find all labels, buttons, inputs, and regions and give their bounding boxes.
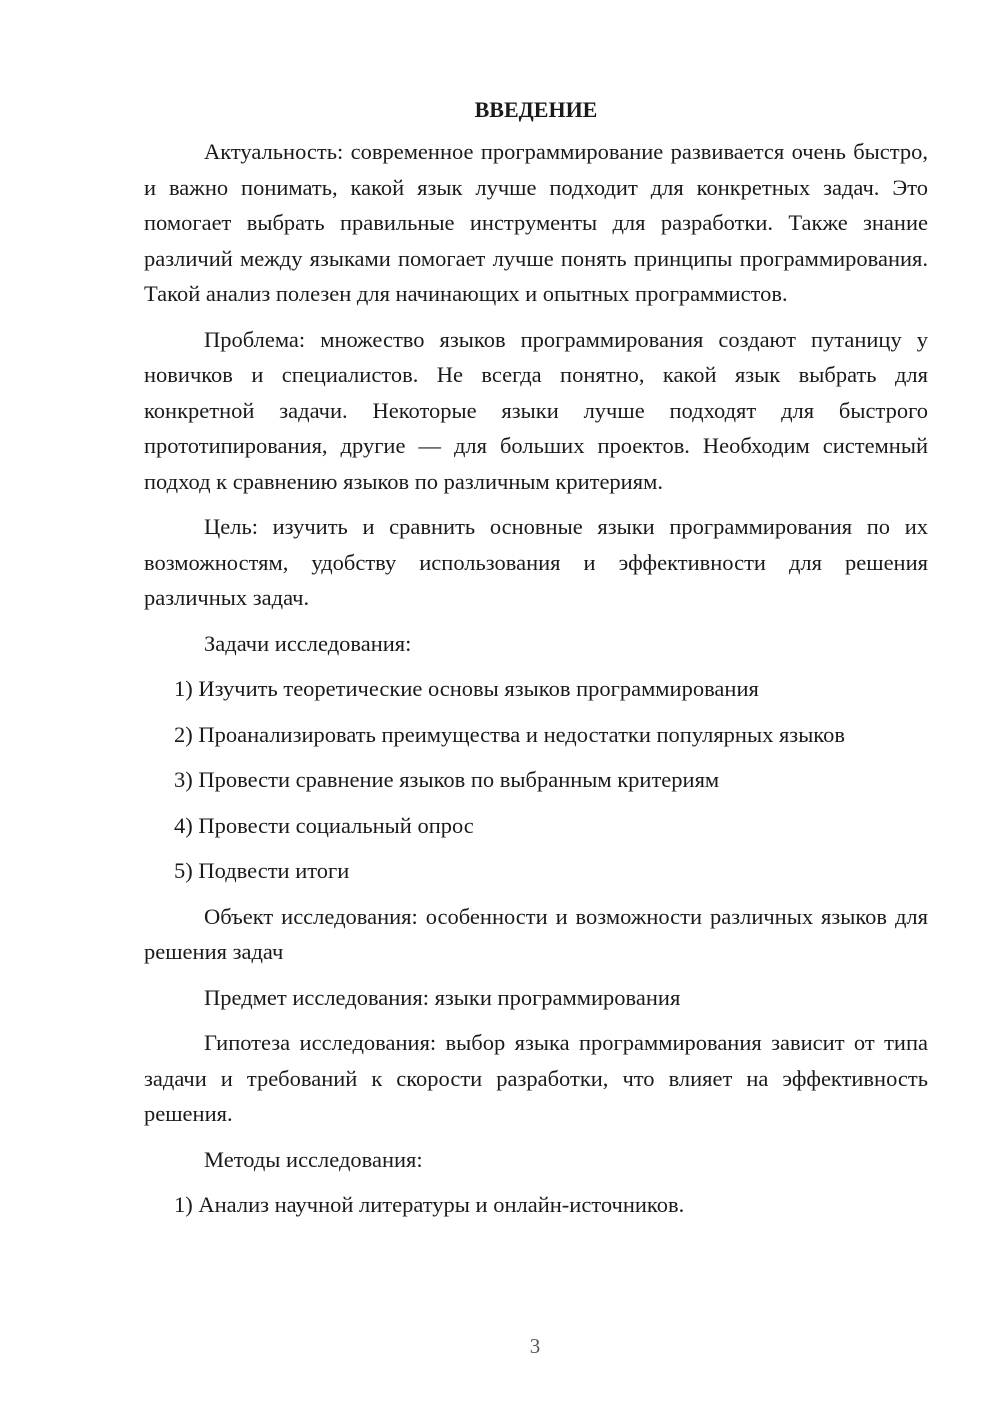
page-title: ВВЕДЕНИЕ: [474, 97, 598, 122]
page-number: 3: [529, 1334, 541, 1358]
page-content: [144, 92, 928, 1233]
task-item: 4) Провести социальный опрос: [174, 812, 474, 838]
task-item: 2) Проанализировать преимущества и недостатки популярных языков: [174, 721, 845, 747]
hypothesis-paragraph: Гипотеза исследования: выбор языка программирования зависит от типа задачи и требований к скорости разработки, что влияет на эффективность решения.: [144, 1030, 928, 1126]
task-item: 3) Провести сравнение языков по выбранным критериям: [174, 767, 720, 792]
method-item: 1) Анализ научной литературы и онлайн-источников.: [174, 1192, 685, 1217]
task-item: 5) Подвести итоги: [174, 858, 350, 883]
subject-paragraph: Предмет исследования: языки программирования: [204, 984, 681, 1010]
object-paragraph: Объект исследования: особенности и возможности различных языков для решения задач: [144, 903, 928, 964]
goal-paragraph: Цель: изучить и сравнить основные языки программирования по их возможностям, удобству использования и эффективности для решения различных задач.: [144, 514, 928, 610]
relevance-paragraph: Актуальность: современное программирование развивается очень быстро, и важно понимать, какой язык лучше подходит для конкретных задач. Это помогает выбрать правильные инструменты для разработки. Также знание различий между языками помогает лучше понять принципы программирования. Такой анализ полезен для начинающих и опытных программистов.: [144, 139, 928, 306]
problem-paragraph: Проблема: множество языков программирования создают путаницу у новичков и специалистов. Не всегда понятно, какой язык выбрать для конкретной задачи. Некоторые языки лучше подходят для быстрого прототипирования, другие — для больших проектов. Необходим системный подход к сравнению языков по различным критериям.: [144, 326, 928, 494]
methods-heading: Методы исследования:: [204, 1146, 423, 1172]
task-item: 1) Изучить теоретические основы языков программирования: [174, 676, 759, 701]
tasks-heading: Задачи исследования:: [204, 630, 412, 656]
